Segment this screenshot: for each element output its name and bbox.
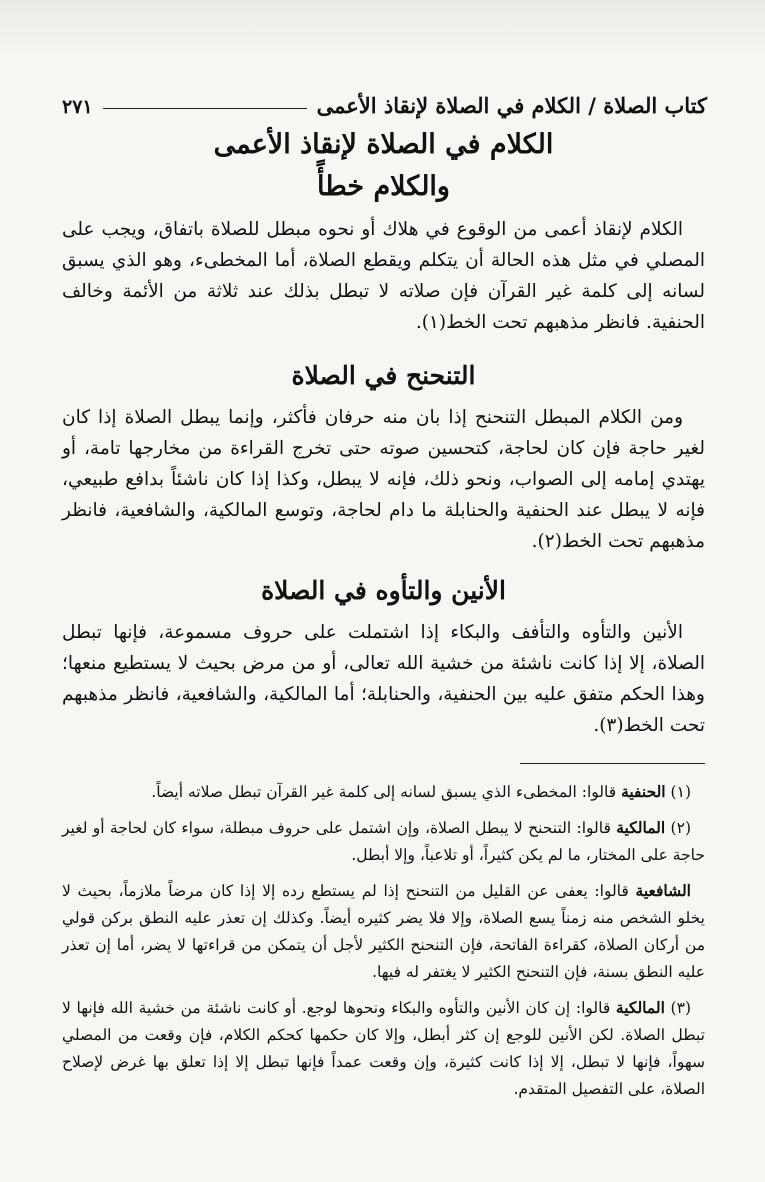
scan-margin: [0, 0, 765, 60]
footnote-separator: [520, 763, 705, 764]
footnote: [62, 814, 705, 869]
section-subtitle-mistaken-speech: والكلام خطأً: [317, 171, 450, 202]
footnote-school: المالكية: [615, 998, 665, 1017]
header-rule: [103, 108, 307, 109]
footnote-text: قالوا: يعفى عن القليل من التنحنح إذا لم يستطع رده إلا إذا كان مرضاً ملازماً، بحيث لا يخلو الشخص منه زمناً يسع الصلاة، وإلا فلا يضر كثيره أيضاً. وكذلك إن تعذر عليه النطق بركن قولي من أركان الصلاة، كقراءة الفاتحة، فإن التنحنح الكثير لأجل أن يتمكن من قراءتها لا يضر، أما إن تعذر عليه النطق بسنة، فإن التنحنح الكثير لا يغتفر له فيها.: [62, 882, 705, 981]
paragraph-moaning: الأنين والتأوه والتأفف والبكاء إذا اشتملت على حروف مسموعة، فإنها تبطل الصلاة، إلا إذا كانت ناشئة من خشية الله تعالى، أو من مرض بحيث لا يستطيع منعها؛ وهذا الحكم متفق عليه بين الحنفية، والحنابلة؛ أما المالكية، والشافعية، فانظر مذهبهم تحت الخط(٣).: [62, 622, 705, 736]
page-number: ٢٧١: [62, 96, 93, 118]
footnote-text: قالوا: المخطىء الذي يسبق لسانه إلى كلمة غير القرآن تبطل صلاته أيضاً.: [151, 783, 622, 801]
footnote-school: الشافعية: [635, 881, 691, 900]
footnote-marker: (٣): [670, 999, 691, 1017]
footnote: [62, 778, 705, 806]
section-title-moaning: الأنين والتأوه في الصلاة: [261, 576, 506, 605]
footnote: [62, 877, 705, 986]
footnote-marker: (٢): [670, 819, 691, 837]
header-title: كتاب الصلاة / الكلام في الصلاة لإنقاذ الأعمى: [316, 93, 707, 118]
page-body: [62, 124, 705, 1111]
paragraph-rescue-blind: الكلام لإنقاذ أعمى من الوقوع في هلاك أو نحوه مبطل للصلاة باتفاق، ويجب على المصلي في مثل هذه الحالة أن يتكلم ويقطع الصلاة، أما المخطىء، وهو الذي يسبق لسانه إلى كلمة غير القرآن فإن صلاته لا تبطل بذلك عند ثلاثة من الأئمة وخالف الحنفية. فانظر مذهبهم تحت الخط(١).: [62, 219, 705, 333]
footnote: [62, 994, 705, 1103]
footnote-marker: (١): [670, 783, 691, 801]
footnote-text: قالوا: التنحنح لا يبطل الصلاة، وإن اشتمل على حروف مبطلة، سواء كان لحاجة أو لغير حاجة على المختار، ما لم يكن كثيراً، أو تلاعباً، وإلا أبطل.: [62, 819, 705, 864]
footnote-school: الحنفية: [621, 782, 666, 801]
paragraph-throat-clearing: ومن الكلام المبطل التنحنح إذا بان منه حرفان فأكثر، وإنما يبطل الصلاة إذا كان لغير حاجة فإن كان لحاجة، كتحسين صوته حتى تخرج القراءة من مخارجها تامة، أو يهتدي إمامه إلى الصواب، ونحو ذلك، فإنه لا يبطل، وكذا إذا كان ناشئاً بدافع طبيعي، فإنه لا يبطل عند الحنفية والحنابلة ما دام لحاجة، وتوسع المالكية، والشافعية، فانظر مذهبهم تحت الخط(٢).: [62, 407, 705, 552]
running-header: [62, 84, 707, 118]
section-title-rescue-blind: الكلام في الصلاة لإنقاذ الأعمى: [213, 129, 554, 160]
footnote-school: المالكية: [616, 818, 666, 837]
footnote-text: قالوا: إن كان الأنين والتأوه والبكاء ونحوها لوجع. أو كانت ناشئة من خشية الله فإنها لا تبطل الصلاة. لكن الأنين للوجع إن كثر أبطل، وإلا كان حكمها كحكم الكلام، فإن وقعت من المصلي سهواً، فإنها لا تبطل، إلا إذا كانت كثيرة، وإن وقعت عمداً فإنها تبطل إلا إذا تعلق بها غرض لإصلاح الصلاة، على التفصيل المتقدم.: [62, 999, 705, 1098]
section-title-throat-clearing: التنحنح في الصلاة: [291, 361, 476, 390]
